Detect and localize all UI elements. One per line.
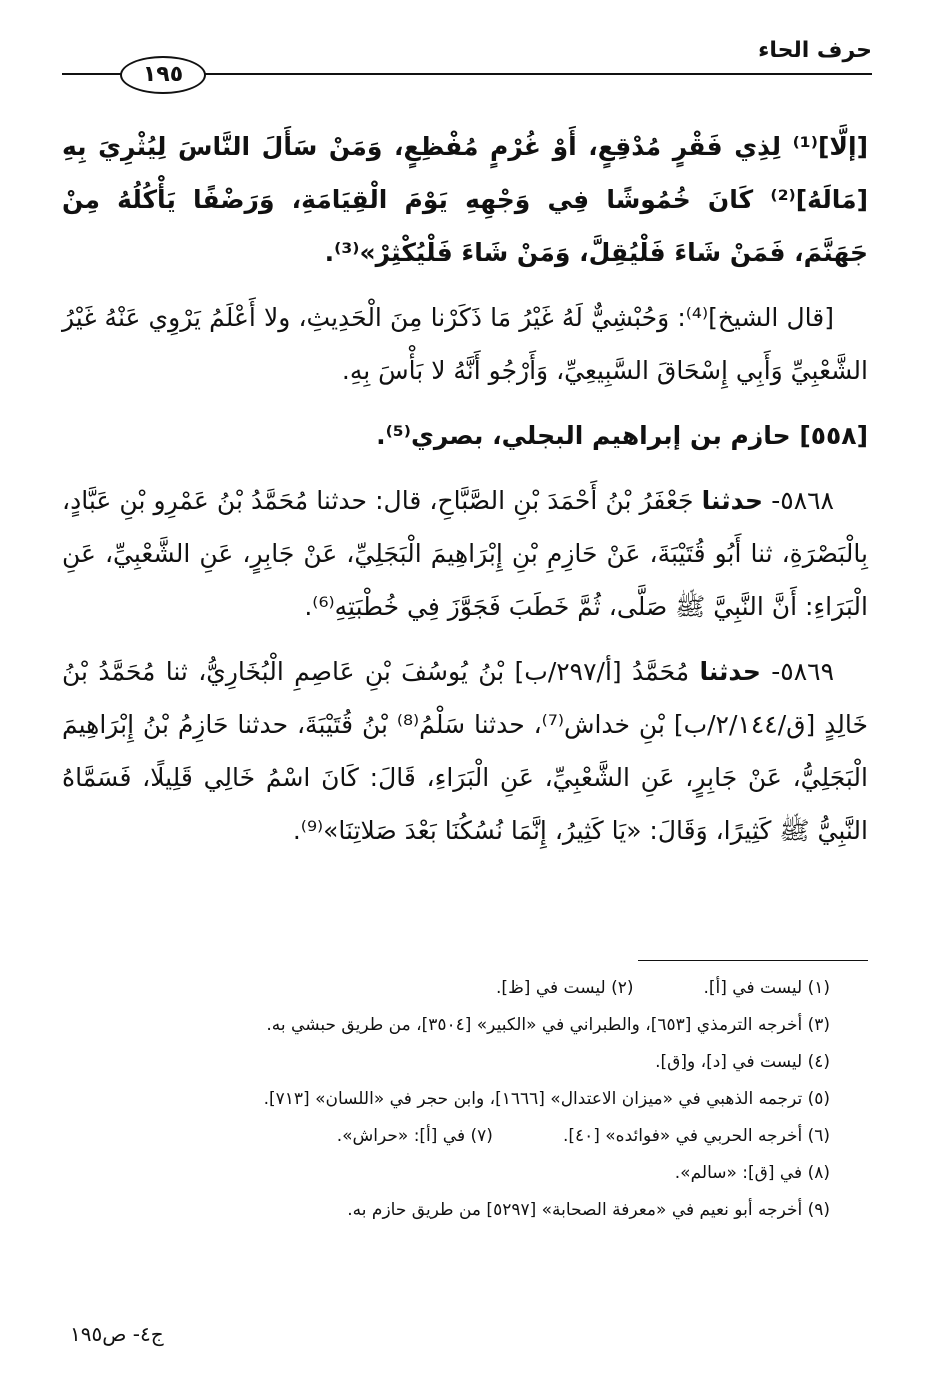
hadith-lead: حدثنا bbox=[699, 657, 761, 686]
footnote-4: (٤) ليست في [د]، و[ق]. bbox=[655, 1052, 830, 1072]
footnote-3: (٣) أخرجه الترمذي [٦٥٣]، والطبراني في «الكبير» [٣٥٠٤]، من طريق حبشي به. bbox=[266, 1015, 830, 1035]
footnote-1: (١) ليست في [أ]. bbox=[703, 978, 830, 998]
narrator-heading: [٥٥٨] حازم بن إبراهيم البجلي، بصري⁽⁵⁾. bbox=[376, 421, 868, 450]
footnote-line bbox=[62, 970, 830, 1007]
paragraph-shaykh-comment: [قال الشيخ]⁽⁴⁾: وَحُبْشِيٌّ لَهُ غَيْرُ مَا ذَكَرْنا مِنَ الْحَدِيثِ، ولا أَعْلَمُ يَرْوِي عَنْهُ غَيْرُ الشَّعْبِيِّ وَأَبِي إِسْحَاقَ السَّبِيعِيِّ، وَأَرْجُو أَنَّهُ لا بَأْسَ بِهِ. bbox=[62, 303, 868, 385]
hadith-lead: حدثنا bbox=[701, 486, 764, 515]
footnote-9: (٩) أخرجه أبو نعيم في «معرفة الصحابة» [٥٢٩٧] من طريق حازم به. bbox=[347, 1200, 830, 1220]
paragraph-hadith-end: [إلَّا]⁽¹⁾ لِذِي فَقْرٍ مُدْقِعٍ، أَوْ غُرْمٍ مُفْظِعٍ، وَمَنْ سَأَلَ النَّاسَ لِيُثْرِيَ بِهِ [مَالَهُ]⁽²⁾ كَانَ خُمُوشًا فِي وَجْهِهِ يَوْمَ الْقِيَامَةِ، وَرَضْفًا يَأْكُلُهُ مِنْ جَهَنَّمَ، فَمَنْ شَاءَ فَلْيُقِلَّ، وَمَنْ شَاءَ فَلْيُكْثِرْ»⁽³⁾. bbox=[62, 132, 868, 267]
hadith-number: ٥٨٦٩- bbox=[771, 657, 834, 686]
footnote-rule bbox=[638, 960, 868, 961]
footnote-8: (٨) في [ق]: «سالم». bbox=[674, 1163, 830, 1183]
footnote-7: (٧) في [أ]: «حراش». bbox=[336, 1126, 493, 1146]
hadith-text: مُحَمَّدُ [أ/٢٩٧/ب] بْنُ يُوسُفَ بْنِ عَاصِمِ الْبُخَارِيُّ، ثنا مُحَمَّدُ بْنُ خَالِدٍ [ق/٢/١٤٤/ب] بْنِ خداش⁽⁷⁾، حدثنا سَلْمُ⁽⁸⁾ بْنُ قُتَيْبَةَ، حدثنا حَازِمُ بْنُ إِبْرَاهِيمَ الْبَجَلِيُّ، عَنْ جَابِرٍ، عَنِ الشَّعْبِيِّ، عَنِ الْبَرَاءِ، قَالَ: كَانَ اسْمُ خَالِي قَلِيلًا، فَسَمَّاهُ النَّبِيُّ ﷺ كَثِيرًا، وَقَالَ: «يَا كَثِيرُ، إِنَّمَا نُسُكُنَا بَعْدَ صَلاتِنَا»⁽⁹⁾. bbox=[62, 657, 868, 845]
hadith-5869 bbox=[62, 645, 868, 857]
footnote-line bbox=[62, 1118, 830, 1155]
hadith-number: ٥٨٦٨- bbox=[771, 486, 834, 515]
page-number: ١٩٥ bbox=[120, 56, 206, 94]
main-text bbox=[62, 120, 868, 869]
footnote-5: (٥) ترجمه الذهبي في «ميزان الاعتدال» [١٦٦٦]، وابن حجر في «اللسان» [٧١٣]. bbox=[263, 1089, 830, 1109]
hadith-5868 bbox=[62, 474, 868, 633]
chapter-title: حرف الحاء bbox=[758, 38, 872, 63]
footnote-2: (٢) ليست في [ظ]. bbox=[496, 978, 634, 998]
footnotes bbox=[62, 970, 830, 1229]
page-reference: ج٤- ص١٩٥ bbox=[70, 1322, 164, 1346]
hadith-text: جَعْفَرُ بْنُ أَحْمَدَ بْنِ الصَّبَّاحِ، قال: حدثنا مُحَمَّدُ بْنُ عَمْرِو بْنِ عَبَّادٍ، بِالْبَصْرَةِ، ثنا أَبُو قُتَيْبَةَ، عَنْ حَازِمِ بْنِ إِبْرَاهِيمَ الْبَجَلِيِّ، عَنْ جَابِرٍ، عَنِ الشَّعْبِيِّ، عَنِ الْبَرَاءِ: أَنَّ النَّبِيَّ ﷺ صَلَّى، ثُمَّ خَطَبَ فَجَوَّزَ فِي خُطْبَتِهِ⁽⁶⁾. bbox=[62, 486, 868, 621]
footnote-6: (٦) أخرجه الحربي في «فوائده» [٤٠]. bbox=[562, 1126, 830, 1146]
